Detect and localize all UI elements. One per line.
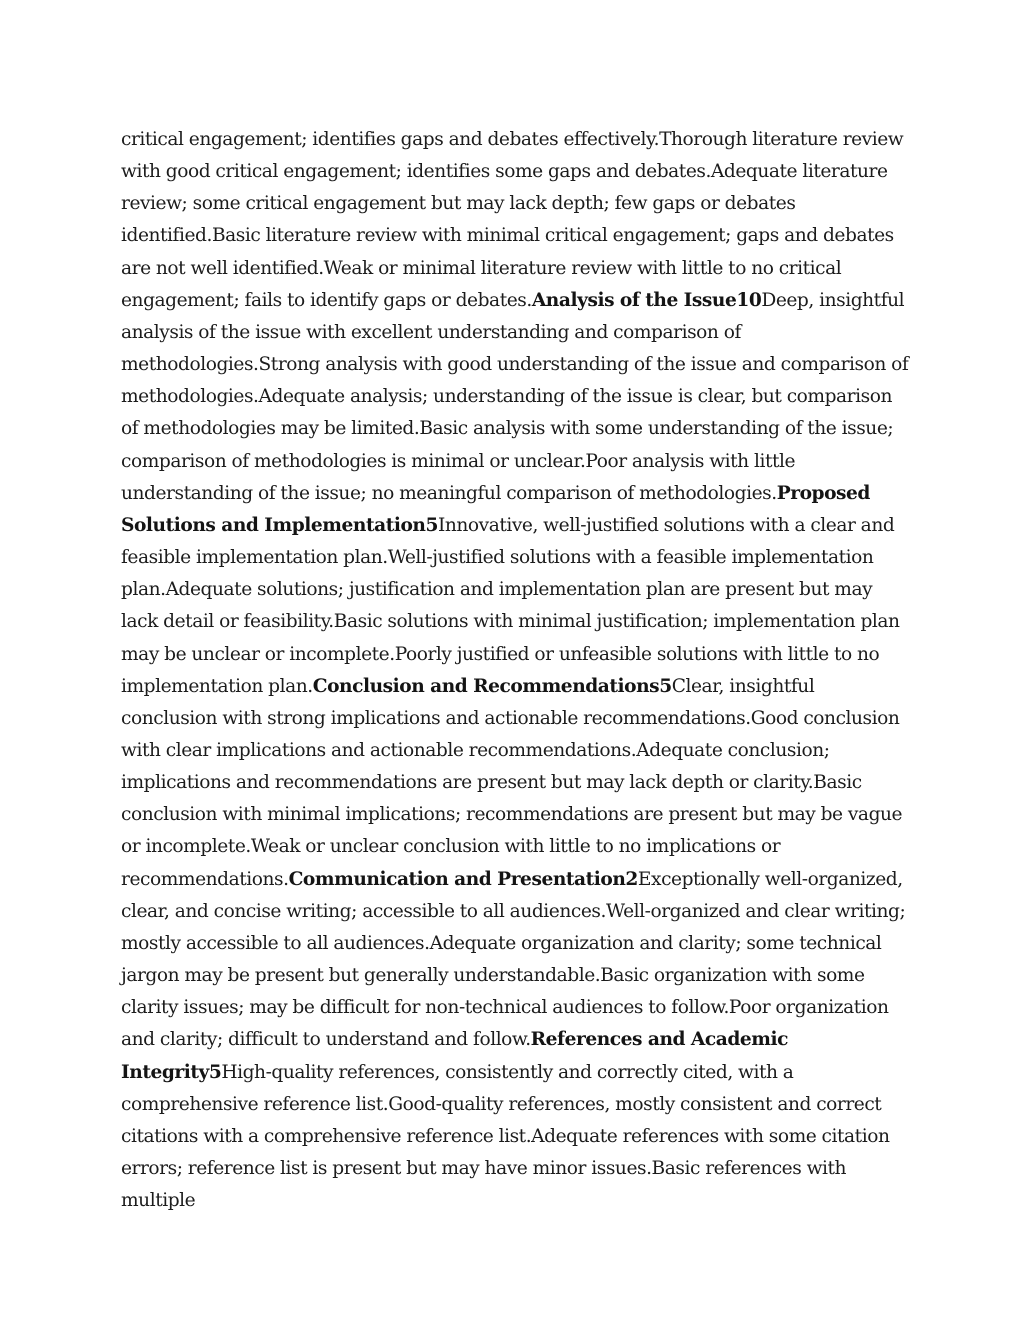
criterion-heading-references: References and Academic Integrity5 xyxy=(121,1029,788,1083)
criterion-heading-analysis: Analysis of the Issue10 xyxy=(531,289,762,311)
rubric-text-literature-review: critical engagement; identifies gaps and debates effectively.Thorough literature review with good critical engagement; identifies some gaps and debates.Adequate literature review; some critical engagement but may lack depth; few gaps or debates identified.Basic literature review with minimal critical engagement; gaps and debates are not well identified.Weak or minimal literature review with little to no critical engagement; fails to identify gaps or debates. xyxy=(121,129,904,311)
criterion-heading-conclusion: Conclusion and Recommendations5 xyxy=(312,675,672,697)
rubric-text-analysis: Deep, insightful analysis of the issue with excellent understanding and comparison of methodologies.Strong analysis with good understanding of the issue and comparison of methodologies.Adequate analysis; understanding of the issue is clear, but comparison of methodologies may be limited.Basic analysis with some understanding of the issue; comparison of methodologies is minimal or unclear.Poor analysis with little understanding of the issue; no meaningful comparison of methodologies. xyxy=(121,289,909,504)
rubric-text-communication: Exceptionally well-organized, clear, and concise writing; accessible to all audiences.Well-organized and clear writing; mostly accessible to all audiences.Adequate organization and clarity; some technical jargon may be present but generally understandable.Basic organization with some clarity issues; may be difficult for non-technical audiences to follow.Poor organization and clarity; difficult to understand and follow. xyxy=(121,868,906,1051)
rubric-text-references: High-quality references, consistently and correctly cited, with a comprehensive reference list.Good-quality references, mostly consistent and correct citations with a comprehensive reference list.Adequate references with some citation errors; reference list is present but may have minor issues.Basic references with multiple xyxy=(121,1061,890,1212)
rubric-paragraph xyxy=(121,124,911,1217)
rubric-text-conclusion: Clear, insightful conclusion with strong implications and actionable recommendations.Good conclusion with clear implications and actionable recommendations.Adequate conclusion; implications and recommendations are present but may lack depth or clarity.Basic conclusion with minimal implications; recommendations are present but may be vague or incomplete.Weak or unclear conclusion with little to no implications or recommendations. xyxy=(121,675,903,890)
document-page xyxy=(121,124,911,1217)
rubric-text-solutions: Innovative, well-justified solutions with a clear and feasible implementation plan.Well-justified solutions with a feasible implementation plan.Adequate solutions; justification and implementation plan are present but may lack detail or feasibility.Basic solutions with minimal justification; implementation plan may be unclear or incomplete.Poorly justified or unfeasible solutions with little to no implementation plan. xyxy=(121,514,900,697)
criterion-heading-communication: Communication and Presentation2 xyxy=(288,868,638,890)
criterion-heading-solutions: Proposed Solutions and Implementation5 xyxy=(121,482,870,536)
